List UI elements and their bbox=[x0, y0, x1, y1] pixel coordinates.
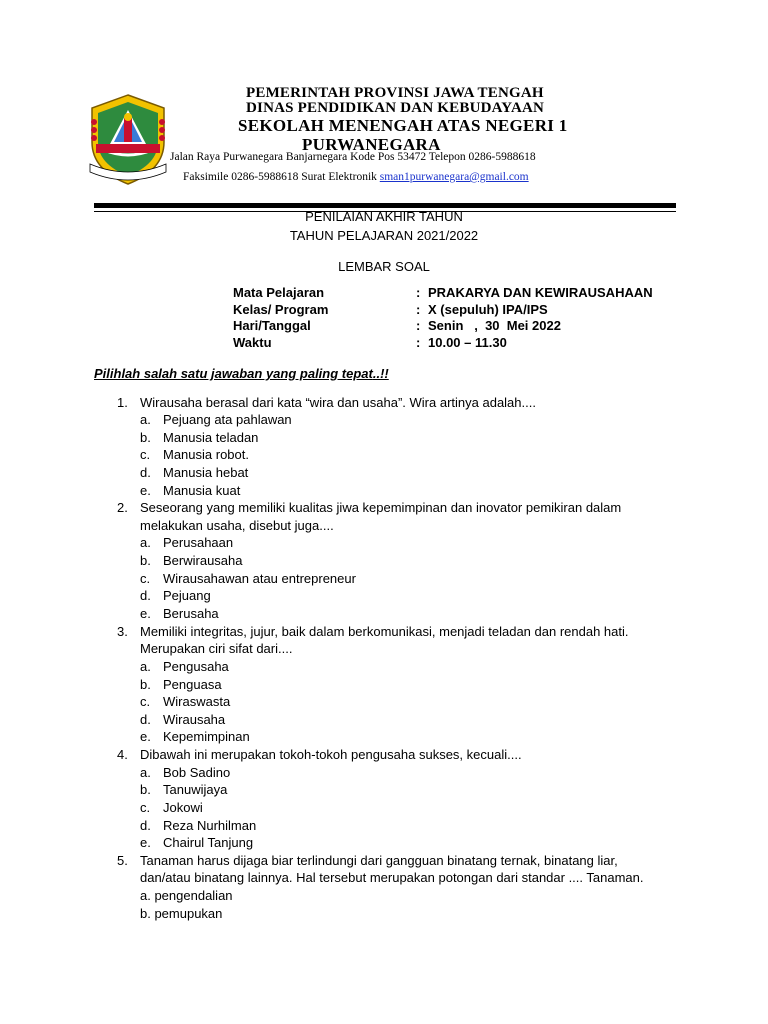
option-text: Wiraswasta bbox=[163, 694, 231, 709]
info-label: Kelas/ Program bbox=[233, 302, 329, 317]
option-text: Manusia kuat bbox=[163, 483, 241, 498]
option-text: Bob Sadino bbox=[163, 765, 231, 780]
option-inline: b. pemupukan bbox=[140, 906, 223, 921]
option-text: Manusia robot. bbox=[163, 447, 249, 462]
option-text: Reza Nurhilman bbox=[163, 818, 257, 833]
info-colon: : bbox=[416, 318, 421, 333]
instruction-tail: ..!! bbox=[372, 366, 389, 381]
question-number: 3. bbox=[117, 624, 128, 639]
option-letter: e. bbox=[140, 606, 151, 621]
letterhead-address: Jalan Raya Purwanegara Banjarnegara Kode Pos 53472 Telepon 0286-5988618 bbox=[170, 151, 536, 163]
info-label: Mata Pelajaran bbox=[233, 285, 325, 300]
option-letter: e. bbox=[140, 483, 151, 498]
question-text: Merupakan ciri sifat dari.... bbox=[140, 641, 293, 656]
question-text: Tanaman harus dijaga biar terlindungi dari gangguan binatang ternak, binatang liar, bbox=[140, 853, 618, 868]
academic-year: TAHUN PELAJARAN 2021/2022 bbox=[289, 228, 479, 243]
option-letter: d. bbox=[140, 712, 151, 727]
question-text: Memiliki integritas, jujur, baik dalam berkomunikasi, menjadi teladan dan rendah hati. bbox=[140, 624, 629, 639]
letterhead-school-location: PURWANEGARA bbox=[302, 135, 441, 154]
option-letter: a. bbox=[140, 535, 151, 550]
question-text: dan/atau binatang lainnya. Hal tersebut merupakan potongan dari standar .... Tanaman. bbox=[140, 870, 644, 885]
option-letter: e. bbox=[140, 729, 151, 744]
question-number: 4. bbox=[117, 747, 128, 762]
question-number: 2. bbox=[117, 500, 128, 515]
option-text: Penguasa bbox=[163, 677, 222, 692]
info-label: Waktu bbox=[233, 335, 272, 350]
option-text: Pejuang ata pahlawan bbox=[163, 412, 292, 427]
email-link[interactable]: sman1purwanegara@gmail.com bbox=[379, 171, 529, 183]
question-text: Seseorang yang memiliki kualitas jiwa kepemimpinan dan inovator pemikiran dalam bbox=[140, 500, 622, 515]
question-number: 1. bbox=[117, 395, 128, 410]
option-letter: a. bbox=[140, 765, 151, 780]
info-value-time: 10.00 – 11.30 bbox=[428, 335, 507, 350]
letterhead-contact bbox=[183, 171, 529, 183]
info-colon: : bbox=[416, 335, 421, 350]
info-value-class: X (sepuluh) IPA/IPS bbox=[428, 302, 548, 317]
provincial-logo bbox=[84, 92, 172, 188]
option-letter: a. bbox=[140, 412, 151, 427]
question-number: 5. bbox=[117, 853, 128, 868]
option-letter: c. bbox=[140, 800, 151, 815]
option-text: Chairul Tanjung bbox=[163, 835, 254, 850]
option-text: Wirausahawan atau entrepreneur bbox=[163, 571, 356, 586]
option-letter: c. bbox=[140, 571, 151, 586]
info-colon: : bbox=[416, 302, 421, 317]
letterhead-line-2: DINAS PENDIDIKAN DAN KEBUDAYAAN bbox=[246, 100, 545, 116]
question-text: Dibawah ini merupakan tokoh-tokoh pengusaha sukses, kecuali.... bbox=[140, 747, 522, 762]
question-text: melakukan usaha, disebut juga.... bbox=[140, 518, 334, 533]
option-letter: d. bbox=[140, 818, 151, 833]
option-text: Jokowi bbox=[163, 800, 203, 815]
exam-title: PENILAIAN AKHIR TAHUN bbox=[305, 209, 463, 224]
option-text: Wirausaha bbox=[163, 712, 226, 727]
option-text: Pejuang bbox=[163, 588, 211, 603]
option-letter: e. bbox=[140, 835, 151, 850]
option-letter: b. bbox=[140, 677, 151, 692]
info-value-subject: PRAKARYA DAN KEWIRAUSAHAAN bbox=[428, 285, 653, 300]
letterhead-school-name: SEKOLAH MENENGAH ATAS NEGERI 1 bbox=[238, 116, 568, 135]
letterhead-divider-thick bbox=[94, 203, 676, 208]
option-inline: a. pengendalian bbox=[140, 888, 233, 903]
option-letter: c. bbox=[140, 694, 151, 709]
info-colon: : bbox=[416, 285, 421, 300]
option-letter: b. bbox=[140, 430, 151, 445]
option-letter: b. bbox=[140, 553, 151, 568]
option-text: Tanuwijaya bbox=[163, 782, 228, 797]
instruction-text: Pilihlah salah satu jawaban yang paling tepat bbox=[94, 366, 373, 381]
option-letter: d. bbox=[140, 465, 151, 480]
option-letter: d. bbox=[140, 588, 151, 603]
letterhead-line-1: PEMERINTAH PROVINSI JAWA TENGAH bbox=[246, 85, 544, 101]
sheet-title: LEMBAR SOAL bbox=[338, 259, 430, 274]
option-text: Berwirausaha bbox=[163, 553, 243, 568]
instruction bbox=[94, 366, 389, 381]
info-value-date: Senin , 30 Mei 2022 bbox=[428, 318, 561, 333]
option-letter: c. bbox=[140, 447, 151, 462]
info-label: Hari/Tanggal bbox=[233, 318, 311, 333]
option-text: Kepemimpinan bbox=[163, 729, 250, 744]
option-letter: b. bbox=[140, 782, 151, 797]
option-text: Manusia hebat bbox=[163, 465, 249, 480]
option-text: Perusahaan bbox=[163, 535, 234, 550]
option-letter: a. bbox=[140, 659, 151, 674]
fax-text: Faksimile 0286-5988618 Surat Elektronik bbox=[183, 171, 380, 183]
option-text: Pengusaha bbox=[163, 659, 229, 674]
option-text: Manusia teladan bbox=[163, 430, 259, 445]
option-text: Berusaha bbox=[163, 606, 219, 621]
question-text: Wirausaha berasal dari kata “wira dan usaha”. Wira artinya adalah.... bbox=[140, 395, 536, 410]
